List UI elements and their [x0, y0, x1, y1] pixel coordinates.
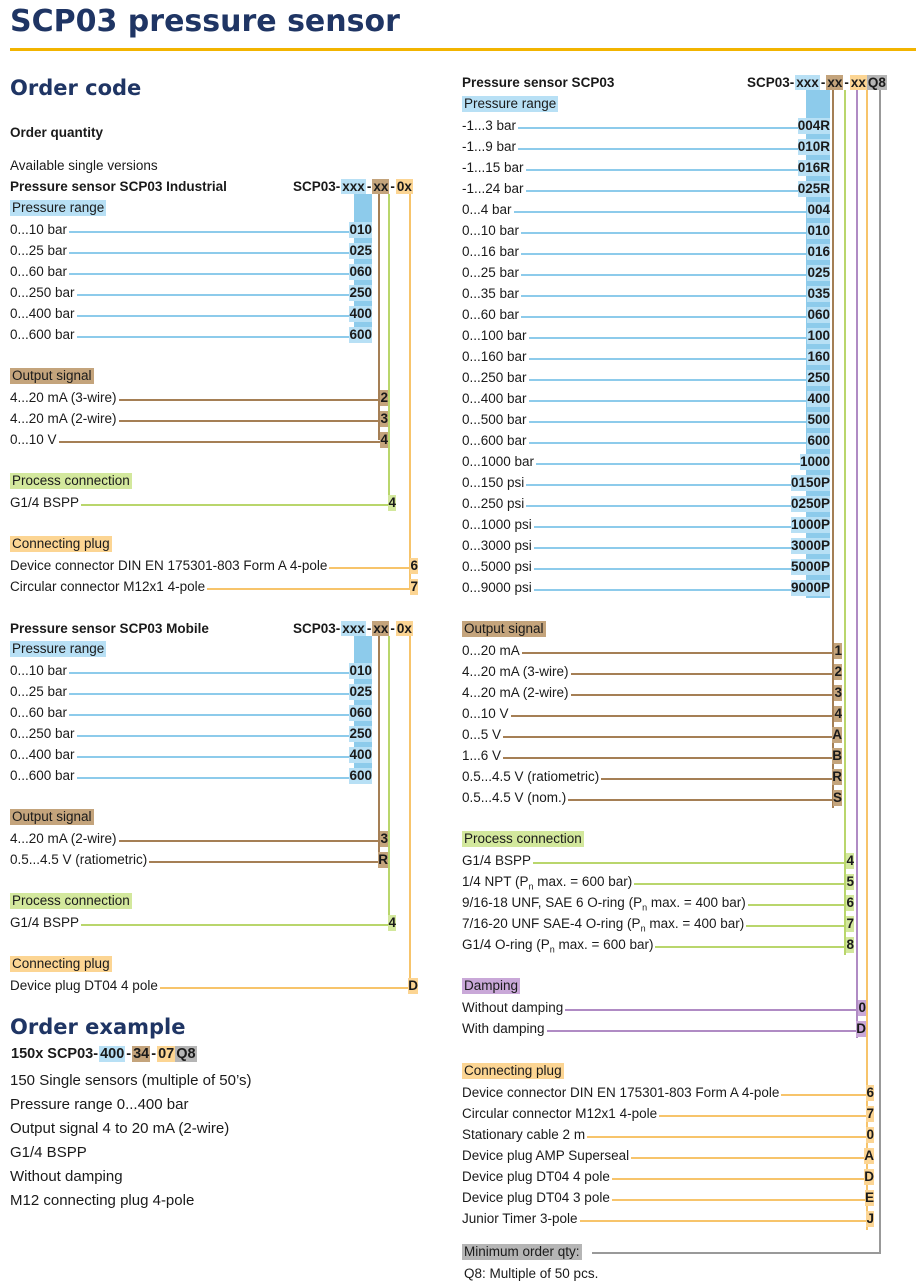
industrial-pressure-range-row-code: 010	[349, 222, 372, 237]
scp03-connecting-plug-row-code: 7	[866, 1106, 874, 1121]
scp03-process-connection-row-label-rest: max. = 600 bar)	[554, 937, 654, 952]
scp03-code-header-part: -	[820, 75, 826, 90]
scp03-pressure-range-row-code: 160	[807, 349, 830, 364]
scp03-pressure-range-row-code: 250	[807, 370, 830, 385]
mobile-pressure-range-row-label: 0...60 bar	[10, 705, 68, 720]
scp03-pressure-range-row-code: 0250P	[790, 496, 830, 511]
scp03-process-connection-row-label-rest: max. = 400 bar)	[645, 916, 745, 931]
scp03-pressure-range-row-label: 0...4 bar	[462, 202, 512, 217]
scp03-pressure-range-row	[462, 348, 830, 366]
scp03-output-signal-row-code: S	[832, 790, 842, 805]
mobile-code-header-part: 0x	[396, 621, 412, 636]
scp03-process-connection-row-label-text: G1/4 O-ring (P	[462, 937, 550, 952]
industrial-connecting-plug-row	[10, 578, 418, 596]
scp03-pressure-range-row-code: 004R	[797, 118, 830, 133]
scp03-connecting-plug-row-label: Circular connector M12x1 4-pole	[462, 1106, 658, 1121]
industrial-output-signal-row-code: 2	[380, 390, 388, 405]
scp03-pressure-range-row	[462, 579, 830, 597]
scp03-process-connection-row	[462, 915, 854, 933]
scp03-connecting-plug-row	[462, 1084, 874, 1102]
scp03-output-signal-row-label: 0...10 V	[462, 706, 509, 721]
scp03-connecting-plug-row-label: Device plug DT04 4 pole	[462, 1169, 610, 1184]
scp03-pressure-range-row-label: 0...500 bar	[462, 412, 527, 427]
mobile-pressure-range-row-code: 400	[349, 747, 372, 762]
industrial-pressure-range-row	[10, 305, 372, 323]
scp03-pressure-range-row	[462, 369, 830, 387]
industrial-connecting-plug-label: Connecting plug	[12, 536, 110, 551]
order-example-line: Without damping	[10, 1168, 123, 1185]
industrial-pressure-range-row	[10, 263, 372, 281]
scp03-output-signal-row-leader	[462, 715, 842, 717]
scp03-process-connection-row	[462, 936, 854, 954]
scp03-pressure-range-row	[462, 537, 830, 555]
mobile-code-header-part: xx	[373, 621, 389, 636]
scp03-code-header	[746, 75, 887, 91]
industrial-pressure-range-row	[10, 326, 372, 344]
scp03-pressure-range-row	[462, 516, 830, 534]
mobile-output-signal-label: Output signal	[12, 809, 92, 824]
industrial-connecting-plug-row	[10, 557, 418, 575]
mobile-pressure-range-row	[10, 767, 372, 785]
order-example-heading: Order example	[10, 1015, 186, 1039]
scp03-pressure-range-row	[462, 243, 830, 261]
industrial-process-connection-row-code: 4	[388, 495, 396, 510]
mobile-code-header	[292, 621, 413, 637]
scp03-connecting-plug-row-code: J	[866, 1211, 874, 1226]
industrial-connecting-plug-row-code: 7	[410, 579, 418, 594]
industrial-pressure-range-row-label: 0...600 bar	[10, 327, 75, 342]
industrial-output-signal-row-label: 0...10 V	[10, 432, 57, 447]
scp03-code-header-part: -	[844, 75, 849, 90]
industrial-process-connection-row	[10, 494, 396, 512]
scp03-pressure-range-row-label: 0...25 bar	[462, 265, 520, 280]
scp03-output-signal-row	[462, 789, 842, 807]
scp03-pressure-range-row	[462, 159, 830, 177]
scp03-output-signal-row-label: 0.5...4.5 V (ratiometric)	[462, 769, 600, 784]
scp03-pressure-range-row	[462, 222, 830, 240]
mobile-pressure-range-row-label: 0...25 bar	[10, 684, 68, 699]
minimum-order-label: Minimum order qty:	[464, 1244, 580, 1259]
scp03-connecting-plug-row-code: 6	[866, 1085, 874, 1100]
scp03-code-header-part: SCP03-	[747, 75, 795, 90]
scp03-pressure-range-row-code: 1000	[799, 454, 830, 469]
industrial-code-header-part: -	[366, 179, 372, 194]
scp03-damping-row-code: D	[856, 1021, 866, 1036]
scp03-connecting-plug-row	[462, 1147, 874, 1165]
scp03-connecting-plug-row-label: Stationary cable 2 m	[462, 1127, 586, 1142]
scp03-process-bracket	[844, 90, 846, 955]
industrial-output-signal-row	[10, 410, 388, 428]
scp03-pressure-range-row-code: 016	[807, 244, 830, 259]
order-example-code-part: 34	[133, 1046, 150, 1062]
industrial-pressure-range-row-label: 0...25 bar	[10, 243, 68, 258]
industrial-output-signal-row-code: 3	[380, 411, 388, 426]
industrial-connecting-plug-row-label: Circular connector M12x1 4-pole	[10, 579, 206, 594]
industrial-pressure-range-row-code: 060	[349, 264, 372, 279]
industrial-code-header-part: -	[390, 179, 395, 194]
scp03-code-header-part: Q8	[867, 75, 886, 90]
scp03-pressure-range-row-code: 025	[807, 265, 830, 280]
scp03-pressure-range-row	[462, 306, 830, 324]
scp03-process-connection-row-label	[462, 874, 634, 895]
mobile-code-header-part: -	[390, 621, 395, 636]
mobile-code-header-part: SCP03-	[293, 621, 341, 636]
mobile-connecting-plug-row-code: D	[408, 978, 418, 993]
scp03-pressure-range-row-code: 016R	[797, 160, 830, 175]
industrial-output-signal-row	[10, 431, 388, 449]
mobile-process-connection-row-code: 4	[388, 915, 396, 930]
industrial-pressure-range-row	[10, 221, 372, 239]
scp03-pressure-range-row-label: -1...3 bar	[462, 118, 517, 133]
scp03-pressure-range-row	[462, 201, 830, 219]
scp03-connecting-plug-row	[462, 1210, 874, 1228]
mobile-output-signal-row-code: R	[378, 852, 388, 867]
industrial-output-signal-row-leader	[10, 441, 388, 443]
scp03-pressure-range-row	[462, 264, 830, 282]
industrial-pressure-range-row-label: 0...10 bar	[10, 222, 68, 237]
scp03-damping-row-label: With damping	[462, 1021, 545, 1036]
scp03-pressure-range-row	[462, 180, 830, 198]
mobile-pressure-range-row	[10, 725, 372, 743]
scp03-pressure-range-row-label: -1...24 bar	[462, 181, 524, 196]
mobile-pressure-range-row-label: 0...250 bar	[10, 726, 75, 741]
mobile-process-connection-row-label: G1/4 BSPP	[10, 915, 80, 930]
mobile-plug-bracket	[409, 636, 411, 990]
scp03-pressure-range-row-label: 0...9000 psi	[462, 580, 532, 595]
scp03-output-signal-row	[462, 747, 842, 765]
scp03-pressure-range-label: Pressure range	[464, 96, 557, 111]
scp03-pressure-range-row-label: -1...15 bar	[462, 160, 524, 175]
scp03-pressure-range-row	[462, 474, 830, 492]
mobile-process-connection-row	[10, 914, 396, 932]
mobile-process-bracket	[388, 636, 390, 925]
order-example-code-part: 07	[158, 1046, 175, 1062]
scp03-output-signal-row	[462, 663, 842, 681]
scp03-process-connection-row-label-sub: n	[549, 944, 555, 955]
scp03-connecting-plug-row-code: A	[864, 1148, 874, 1163]
mobile-pressure-range-row-code: 025	[349, 684, 372, 699]
scp03-output-signal-row	[462, 684, 842, 702]
industrial-output-signal-row	[10, 389, 388, 407]
order-code-heading: Order code	[10, 76, 142, 100]
scp03-code-header-part: xx	[827, 75, 843, 90]
scp03-damping-row-code: 0	[858, 1000, 866, 1015]
industrial-pressure-range-row-code: 250	[349, 285, 372, 300]
scp03-process-connection-label: Process connection	[464, 831, 582, 846]
scp03-output-signal-row	[462, 705, 842, 723]
mobile-output-bracket	[378, 636, 380, 862]
scp03-process-connection-row-label-sub: n	[640, 923, 646, 934]
mobile-connecting-plug-row	[10, 977, 418, 995]
order-example-code-part: 400	[100, 1046, 125, 1062]
scp03-process-connection-row-label-rest: max. = 400 bar)	[647, 895, 746, 910]
scp03-process-connection-row-code: 7	[846, 916, 854, 931]
mobile-pressure-range-row-label: 0...400 bar	[10, 747, 75, 762]
scp03-output-signal-row-leader	[462, 757, 842, 759]
order-example-code-part: Q8	[176, 1046, 196, 1062]
mobile-process-connection-label: Process connection	[12, 893, 130, 908]
scp03-process-connection-row-label-text: 9/16-18 UNF, SAE 6 O-ring (P	[462, 895, 643, 910]
scp03-output-signal-row-leader	[462, 736, 842, 738]
scp03-min-qty-leader	[592, 1252, 881, 1254]
scp03-output-signal-row-code: A	[832, 727, 842, 742]
mobile-connecting-plug-row-label: Device plug DT04 4 pole	[10, 978, 158, 993]
scp03-connecting-plug-row-label: Junior Timer 3-pole	[462, 1211, 578, 1226]
scp03-process-connection-row	[462, 852, 854, 870]
scp03-output-signal-row-label: 4...20 mA (3-wire)	[462, 664, 569, 679]
mobile-output-signal-row-code: 3	[380, 831, 388, 846]
scp03-pressure-range-row-label: 0...100 bar	[462, 328, 527, 343]
scp03-damping-row	[462, 1020, 866, 1038]
mobile-pressure-range-label: Pressure range	[12, 641, 105, 656]
scp03-connecting-plug-row-label: Device connector DIN EN 175301-803 Form A 4-pole	[462, 1085, 780, 1100]
scp03-pressure-range-row-label: 0...5000 psi	[462, 559, 532, 574]
scp03-pressure-range-row-label: 0...1000 bar	[462, 454, 535, 469]
scp03-damping-bracket	[856, 90, 858, 1038]
scp03-process-connection-row-label-rest: max. = 600 bar)	[533, 874, 633, 889]
scp03-pressure-range-row-label: 0...150 psi	[462, 475, 525, 490]
mobile-code-header-part: -	[366, 621, 372, 636]
scp03-pressure-range-row-code: 5000P	[790, 559, 830, 574]
scp03-output-signal-row-label: 0...20 mA	[462, 643, 520, 658]
scp03-min-qty-bracket	[879, 90, 881, 1252]
scp03-pressure-range-row-label: 0...10 bar	[462, 223, 520, 238]
scp03-pressure-range-row-code: 060	[807, 307, 830, 322]
scp03-output-signal-row-label: 1...6 V	[462, 748, 502, 763]
order-quantity-label: Order quantity	[10, 125, 104, 140]
scp03-connecting-plug-row-code: 0	[866, 1127, 874, 1142]
scp03-process-connection-row-label	[462, 916, 746, 937]
industrial-pressure-range-row-code: 025	[349, 243, 372, 258]
industrial-code-header	[292, 179, 413, 195]
scp03-pressure-range-row-code: 9000P	[790, 580, 830, 595]
industrial-pressure-range-row-label: 0...400 bar	[10, 306, 75, 321]
scp03-output-signal-row-code: R	[832, 769, 842, 784]
industrial-process-connection-label: Process connection	[12, 473, 130, 488]
scp03-pressure-range-row	[462, 138, 830, 156]
scp03-process-connection-row-label-sub: n	[642, 902, 648, 913]
scp03-process-connection-row	[462, 873, 854, 891]
scp03-output-signal-row-label: 0.5...4.5 V (nom.)	[462, 790, 567, 805]
industrial-output-signal-row-code: 4	[380, 432, 388, 447]
scp03-pressure-range-row-label: 0...1000 psi	[462, 517, 532, 532]
scp03-output-signal-row-label: 4...20 mA (2-wire)	[462, 685, 569, 700]
order-example-line: Output signal 4 to 20 mA (2-wire)	[10, 1120, 230, 1137]
order-example-line: 150 Single sensors (multiple of 50’s)	[10, 1072, 252, 1089]
scp03-process-connection-row-label-text: 1/4 NPT (P	[462, 874, 529, 889]
industrial-pressure-range-row	[10, 284, 372, 302]
scp03-pressure-range-row-label: 0...250 psi	[462, 496, 525, 511]
scp03-pressure-range-row-label: -1...9 bar	[462, 139, 517, 154]
scp03-pressure-range-row-label: 0...16 bar	[462, 244, 520, 259]
scp03-output-signal-row	[462, 726, 842, 744]
available-versions-label: Available single versions	[10, 158, 158, 173]
scp03-pressure-range-row-leader	[462, 211, 830, 213]
scp03-output-signal-row-code: 4	[834, 706, 842, 721]
industrial-process-connection-row-label: G1/4 BSPP	[10, 495, 80, 510]
scp03-pressure-range-row-label: 0...250 bar	[462, 370, 527, 385]
scp03-pressure-range-row-code: 500	[807, 412, 830, 427]
scp03-output-signal-row	[462, 768, 842, 786]
mobile-pressure-range-row-code: 010	[349, 663, 372, 678]
scp03-pressure-range-row-code: 600	[807, 433, 830, 448]
mobile-pressure-range-row	[10, 683, 372, 701]
scp03-process-connection-row-label-sub: n	[528, 881, 534, 892]
industrial-plug-bracket	[409, 194, 411, 590]
order-example-line: G1/4 BSPP	[10, 1144, 87, 1161]
scp03-code-header-part: xxx	[796, 75, 819, 90]
scp03-connecting-plug-label: Connecting plug	[464, 1063, 562, 1078]
scp03-output-signal-row-code: 3	[834, 685, 842, 700]
scp03-pressure-range-row-label: 0...160 bar	[462, 349, 527, 364]
mobile-pressure-range-row-code: 600	[349, 768, 372, 783]
scp03-process-connection-row-label-text: 7/16-20 UNF SAE-4 O-ring (P	[462, 916, 641, 931]
scp03-pressure-range-row-label: 0...600 bar	[462, 433, 527, 448]
scp03-connecting-plug-row	[462, 1168, 874, 1186]
mobile-pressure-range-row-label: 0...10 bar	[10, 663, 68, 678]
scp03-pressure-range-row	[462, 117, 830, 135]
scp03-damping-label: Damping	[464, 978, 519, 993]
scp03-pressure-range-row	[462, 558, 830, 576]
scp03-damping-row-label: Without damping	[462, 1000, 564, 1015]
scp03-pressure-range-row-code: 400	[807, 391, 830, 406]
mobile-pressure-range-row-label: 0...600 bar	[10, 768, 75, 783]
industrial-code-header-part: 0x	[396, 179, 412, 194]
order-example-code	[10, 1046, 197, 1062]
order-example-code-part: -	[126, 1046, 132, 1062]
scp03-pressure-range-row	[462, 285, 830, 303]
scp03-connecting-plug-row	[462, 1105, 874, 1123]
industrial-pressure-range-row-label: 0...250 bar	[10, 285, 75, 300]
scp03-connecting-plug-row-label: Device plug AMP Superseal	[462, 1148, 630, 1163]
mobile-code-header-part: xxx	[342, 621, 365, 636]
scp03-process-connection-row-label	[462, 937, 655, 958]
industrial-code-header-part: xxx	[342, 179, 365, 194]
scp03-pressure-range-row	[462, 495, 830, 513]
scp03-output-signal-row-code: B	[832, 748, 842, 763]
mobile-connecting-plug-label: Connecting plug	[12, 956, 110, 971]
scp03-pressure-range-row-label: 0...400 bar	[462, 391, 527, 406]
scp03-pressure-range-row	[462, 411, 830, 429]
mobile-pressure-range-row	[10, 746, 372, 764]
scp03-pressure-range-row-code: 0150P	[790, 475, 830, 490]
mobile-pressure-range-row	[10, 662, 372, 680]
scp03-output-signal-row-code: 1	[834, 643, 842, 658]
mobile-output-signal-row-label: 4...20 mA (2-wire)	[10, 831, 117, 846]
industrial-code-header-part: SCP03-	[293, 179, 341, 194]
scp03-pressure-range-row-code: 010	[807, 223, 830, 238]
scp03-damping-row	[462, 999, 866, 1017]
page-title: SCP03 pressure sensor	[10, 4, 400, 39]
scp03-pressure-range-row	[462, 390, 830, 408]
scp03-process-connection-row	[462, 894, 854, 912]
scp03-output-signal-row-code: 2	[834, 664, 842, 679]
industrial-output-signal-row-label: 4...20 mA (2-wire)	[10, 411, 117, 426]
mobile-pressure-range-row-code: 250	[349, 726, 372, 741]
scp03-connecting-plug-row	[462, 1126, 874, 1144]
scp03-title: Pressure sensor SCP03	[462, 75, 615, 90]
scp03-pressure-range-row-code: 025R	[797, 181, 830, 196]
industrial-connecting-plug-row-label: Device connector DIN EN 175301-803 Form A 4-pole	[10, 558, 328, 573]
mobile-output-signal-row	[10, 830, 388, 848]
scp03-pressure-range-row-label: 0...35 bar	[462, 286, 520, 301]
scp03-output-signal-row	[462, 642, 842, 660]
title-rule	[10, 48, 916, 51]
scp03-process-connection-row-code: 5	[846, 874, 854, 889]
order-example-line: M12 connecting plug 4-pole	[10, 1192, 195, 1209]
scp03-pressure-range-row-code: 3000P	[790, 538, 830, 553]
industrial-output-signal-row-label: 4...20 mA (3-wire)	[10, 390, 117, 405]
scp03-pressure-range-row	[462, 453, 830, 471]
scp03-pressure-range-row-label: 0...60 bar	[462, 307, 520, 322]
industrial-title: Pressure sensor SCP03 Industrial	[10, 179, 227, 194]
scp03-connecting-plug-row	[462, 1189, 874, 1207]
scp03-pressure-range-row	[462, 432, 830, 450]
mobile-pressure-range-row	[10, 704, 372, 722]
industrial-output-signal-label: Output signal	[12, 368, 92, 383]
scp03-process-connection-row-label	[462, 895, 748, 916]
scp03-connecting-plug-row-code: D	[864, 1169, 874, 1184]
mobile-pressure-range-row-code: 060	[349, 705, 372, 720]
scp03-process-connection-row-code: 6	[846, 895, 854, 910]
order-example-code-part: 150x SCP03-	[11, 1046, 99, 1062]
scp03-connecting-plug-row-code: E	[864, 1190, 874, 1205]
scp03-pressure-range-row-code: 035	[807, 286, 830, 301]
mobile-output-signal-row	[10, 851, 388, 869]
industrial-pressure-range-row-code: 600	[349, 327, 372, 342]
industrial-pressure-range-label: Pressure range	[12, 200, 105, 215]
industrial-pressure-range-row	[10, 242, 372, 260]
scp03-process-connection-row-code: 4	[846, 853, 854, 868]
industrial-pressure-range-row-code: 400	[349, 306, 372, 321]
scp03-connecting-plug-row-label: Device plug DT04 3 pole	[462, 1190, 610, 1205]
scp03-pressure-range-row-label: 0...3000 psi	[462, 538, 532, 553]
scp03-output-signal-label: Output signal	[464, 621, 544, 636]
scp03-pressure-range-row-code: 1000P	[790, 517, 830, 532]
industrial-pressure-range-row-label: 0...60 bar	[10, 264, 68, 279]
industrial-process-bracket	[388, 194, 390, 506]
scp03-process-connection-row-code: 8	[846, 937, 854, 952]
scp03-pressure-range-row	[462, 327, 830, 345]
mobile-title: Pressure sensor SCP03 Mobile	[10, 621, 209, 636]
scp03-output-signal-row-label: 0...5 V	[462, 727, 502, 742]
scp03-pressure-range-row-code: 010R	[797, 139, 830, 154]
scp03-pressure-range-row-code: 004	[807, 202, 830, 217]
order-example-code-part: -	[151, 1046, 157, 1062]
mobile-output-signal-row-label: 0.5...4.5 V (ratiometric)	[10, 852, 148, 867]
order-example-line: Pressure range 0...400 bar	[10, 1096, 189, 1113]
scp03-code-header-part: xx	[850, 75, 866, 90]
minimum-order-value: Q8: Multiple of 50 pcs.	[464, 1266, 599, 1281]
industrial-connecting-plug-row-code: 6	[410, 558, 418, 573]
industrial-code-header-part: xx	[373, 179, 389, 194]
scp03-plug-bracket	[866, 90, 868, 1230]
scp03-process-connection-row-label: G1/4 BSPP	[462, 853, 532, 868]
scp03-pressure-range-row-code: 100	[807, 328, 830, 343]
